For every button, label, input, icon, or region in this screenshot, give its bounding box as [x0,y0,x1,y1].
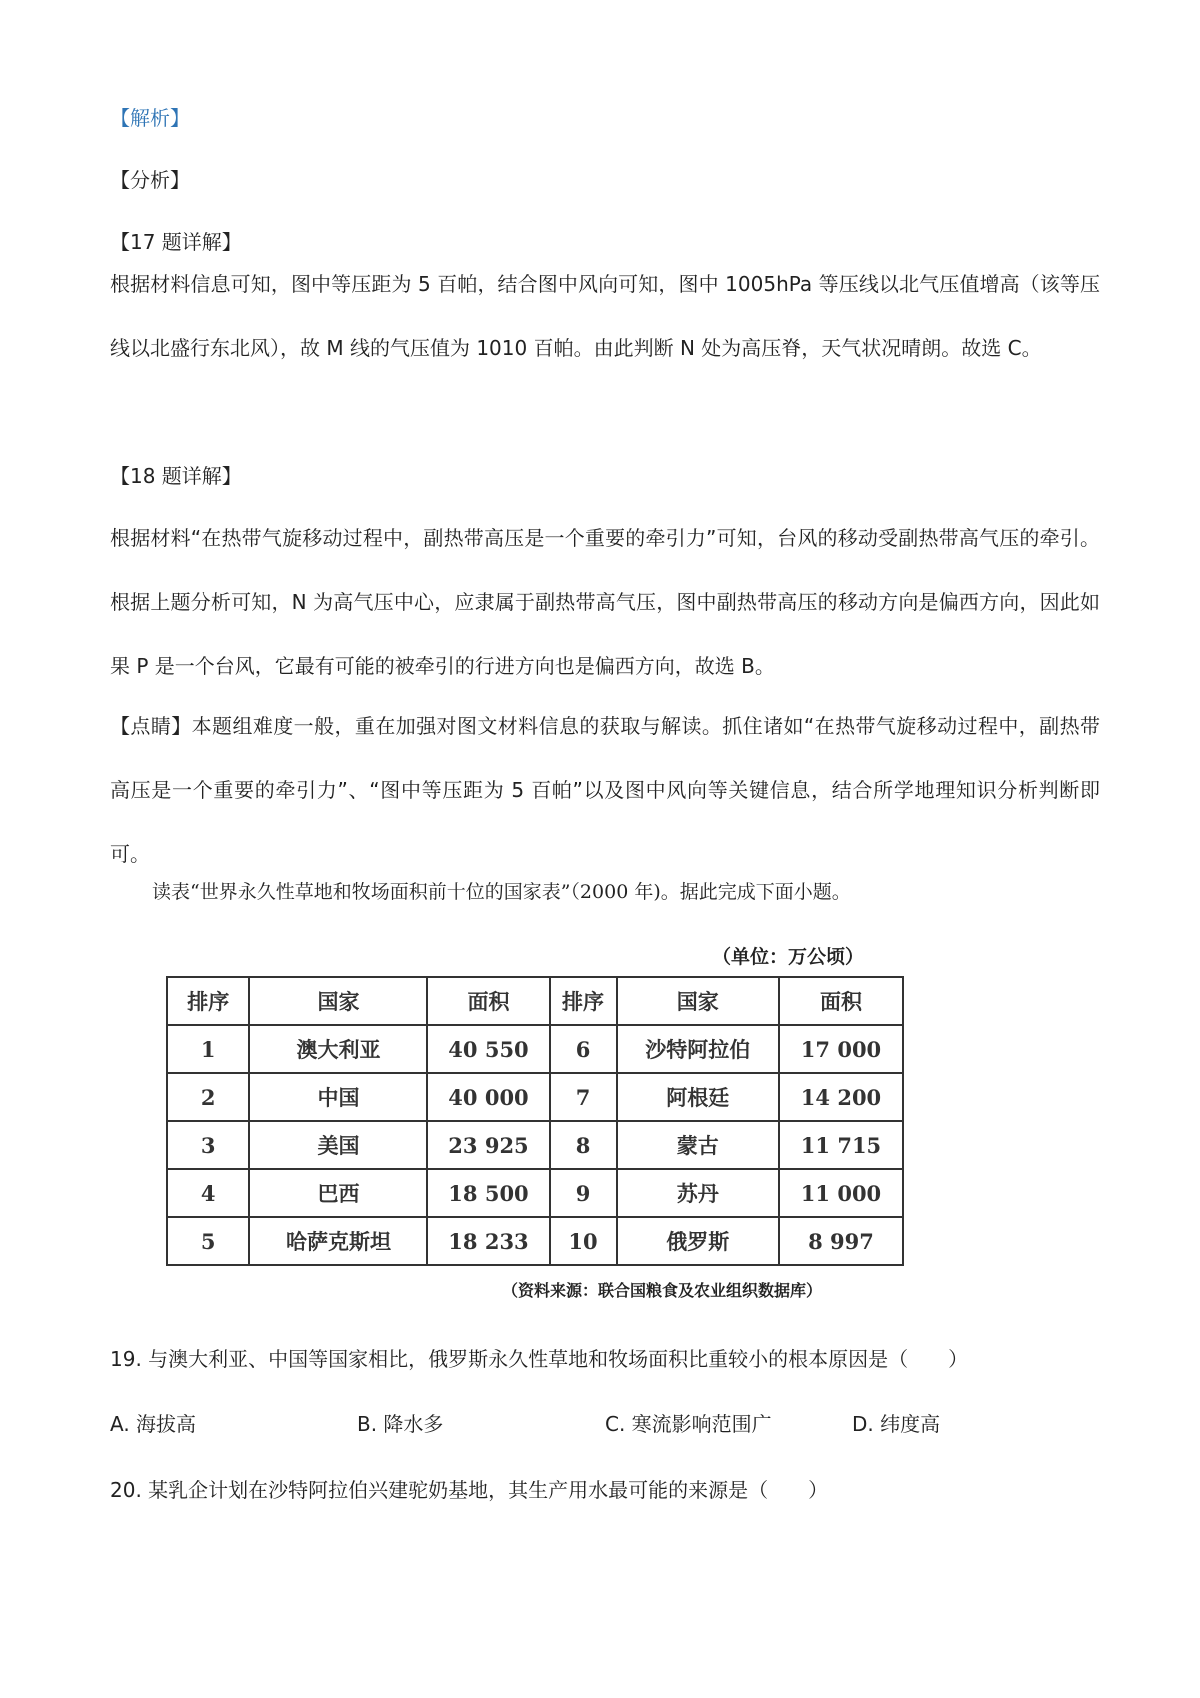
table-cell: 沙特阿拉伯 [617,1025,779,1073]
analysis-heading: 【解析】 [110,106,190,130]
table-cell: 巴西 [249,1169,427,1217]
option-d[interactable]: D. 纬度高 [852,1412,941,1436]
table-cell: 2 [167,1073,249,1121]
table-source: （资料来源：联合国粮食及农业组织数据库） [502,1281,823,1300]
table-row [167,1073,903,1121]
table-cell: 18 233 [427,1217,549,1265]
table-cell: 8 997 [779,1217,903,1265]
option-a[interactable]: A. 海拔高 [110,1412,197,1436]
grassland-table [166,976,904,1266]
question-19 [110,1343,968,1372]
option-b[interactable]: B. 降水多 [357,1412,444,1436]
table-cell: 17 000 [779,1025,903,1073]
table-cell: 5 [167,1217,249,1265]
table-cell: 23 925 [427,1121,549,1169]
table-cell: 6 [550,1025,617,1073]
analysis-label: 【分析】 [110,168,190,192]
table-cell: 蒙古 [617,1121,779,1169]
q17-explanation: 根据材料信息可知，图中等压距为 5 百帕，结合图中风向可知，图中 1005hPa 等压线以北气压值增高（该等压线以北盛行东北风），故 M 线的气压值为 1010 百帕。由此判断 N 处为高压脊，天气状况晴朗。故选 C。 [110,272,1100,360]
table-cell: 8 [550,1121,617,1169]
table-cell: 11 000 [779,1169,903,1217]
table-cell: 澳大利亚 [249,1025,427,1073]
header-cell: 国家 [617,977,779,1025]
q17-title: 【17 题详解】 [110,230,242,254]
table-cell: 阿根廷 [617,1073,779,1121]
table-row [167,1025,903,1073]
table-cell: 苏丹 [617,1169,779,1217]
table-intro: 读表“世界永久性草地和牧场面积前十位的国家表”（2000 年)。据此完成下面小题。 [152,881,851,903]
table-cell: 1 [167,1025,249,1073]
table-cell: 美国 [249,1121,427,1169]
question-20 [110,1474,828,1503]
question-text: 某乳企计划在沙特阿拉伯兴建驼奶基地，其生产用水最可能的来源是（ ） [148,1478,829,1502]
table-cell: 中国 [249,1073,427,1121]
table-cell: 9 [550,1169,617,1217]
question-number: 19. [110,1347,142,1371]
table-cell: 3 [167,1121,249,1169]
question-text: 与澳大利亚、中国等国家相比，俄罗斯永久性草地和牧场面积比重较小的根本原因是（ ） [148,1347,969,1371]
header-cell: 排序 [550,977,617,1025]
table-cell: 俄罗斯 [617,1217,779,1265]
table-cell: 哈萨克斯坦 [249,1217,427,1265]
table-row [167,1217,903,1265]
option-c[interactable]: C. 寒流影响范围广 [605,1412,772,1436]
table-cell: 18 500 [427,1169,549,1217]
table-header-row [167,977,903,1025]
q18-title: 【18 题详解】 [110,464,242,488]
table-cell: 40 000 [427,1073,549,1121]
header-cell: 面积 [779,977,903,1025]
header-cell: 排序 [167,977,249,1025]
table-row [167,1121,903,1169]
header-cell: 面积 [427,977,549,1025]
table-unit: （单位：万公顷） [712,946,865,968]
header-cell: 国家 [249,977,427,1025]
table-cell: 10 [550,1217,617,1265]
question-number: 20. [110,1478,142,1502]
q18-explanation: 根据材料“在热带气旋移动过程中，副热带高压是一个重要的牵引力”可知，台风的移动受副热带高气压的牵引。根据上题分析可知，N 为高气压中心，应隶属于副热带高气压，图中副热带高压的移动方向是偏西方向，因此如果 P 是一个台风，它最有可能的被牵引的行进方向也是偏西方向，故选 B。 [110,526,1100,678]
table-cell: 11 715 [779,1121,903,1169]
dianjing-note: 【点睛】本题组难度一般，重在加强对图文材料信息的获取与解读。抓住诸如“在热带气旋移动过程中，副热带高压是一个重要的牵引力”、“图中等压距为 5 百帕”以及图中风向等关键信息，结合所学地理知识分析判断即可。 [110,714,1100,866]
table-cell: 4 [167,1169,249,1217]
table-row [167,1169,903,1217]
table-cell: 40 550 [427,1025,549,1073]
table-cell: 7 [550,1073,617,1121]
table-cell: 14 200 [779,1073,903,1121]
